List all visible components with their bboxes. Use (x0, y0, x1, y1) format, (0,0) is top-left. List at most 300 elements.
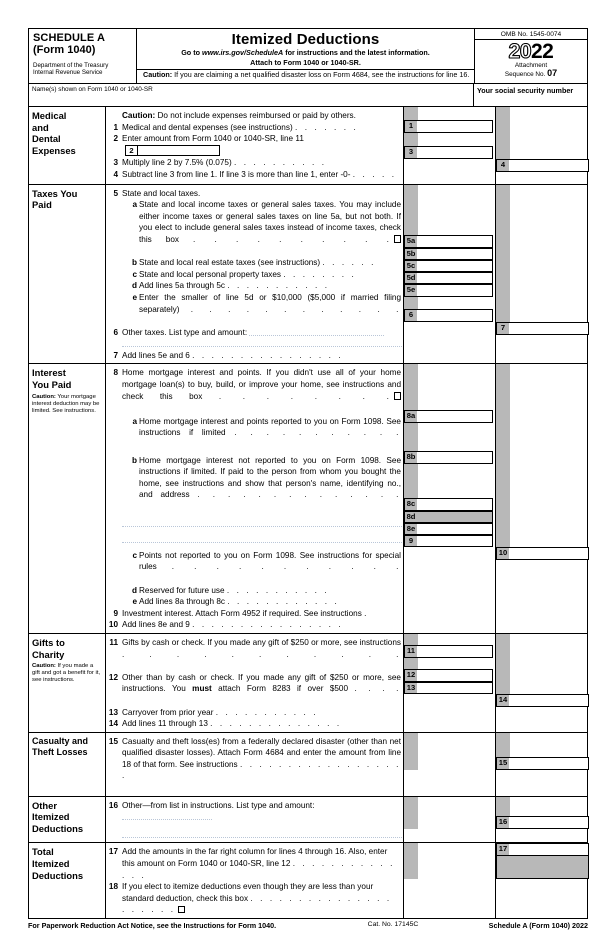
line-7-text: Add lines 5e and 6 (122, 350, 190, 360)
total-cell-4[interactable] (496, 159, 589, 172)
amount-label-8d: 8d (404, 511, 417, 523)
amount-label-8c: 8c (404, 498, 417, 511)
caution-text: If you are claiming a net qualified disaster loss on Form 4684, see the instructions for line 16. (172, 70, 470, 79)
amount-label-9: 9 (404, 535, 417, 547)
ssn-label: Your social security number (477, 86, 574, 95)
gifts-caution (32, 663, 102, 684)
line-9-number: 9 (113, 608, 118, 618)
line-13-leader: . . . . . . . . . . . (215, 707, 319, 717)
line-8e-leader: . . . . . . . . . . . . (227, 597, 340, 607)
section-total (29, 842, 587, 918)
line-5-row (105, 188, 403, 200)
line-18-text: If you elect to itemize deductions even though they are less than your standard deduction, check this box (122, 882, 374, 903)
amount-label-5a: 5a (404, 235, 417, 248)
line-5-text: State and local taxes. (122, 188, 201, 198)
line-6-entry-2[interactable] (122, 339, 402, 347)
form-number: (Form 1040) (33, 44, 96, 56)
total-value-16[interactable] (509, 816, 589, 829)
casualty-lines (105, 733, 403, 796)
line-8-row (105, 367, 403, 413)
line-5e-sub: e (132, 292, 137, 302)
total-lines (105, 843, 403, 918)
line-4-text: Subtract line 3 from line 1. If line 3 is more than line 1, enter -0- (122, 169, 351, 179)
line-11-number: 11 (109, 637, 118, 647)
line-5d-row (105, 280, 403, 292)
line-6-row-2 (105, 338, 403, 350)
total-label-16: 16 (496, 816, 509, 829)
line-5a-text: State and local income taxes or general sales taxes. You may include either income taxes or general sales taxes on line 5a, but not both. If you elect to include general sales taxes instead of income taxes, check this box (139, 200, 401, 244)
total-cell-17[interactable] (496, 843, 589, 856)
gifts-caution-text: If you made a gift and got a benefit for it, see instructions. (32, 663, 101, 684)
amount-value-5e[interactable] (417, 284, 493, 297)
sequence-label: Sequence No. (504, 70, 546, 78)
line-1-row (105, 122, 403, 134)
amount-cell-5d[interactable] (404, 272, 493, 284)
line-2-text: Enter amount from Form 1040 or 1040-SR, line 11 (122, 134, 304, 144)
amount-label-5d: 5d (404, 272, 417, 284)
goto-url[interactable]: www.irs.gov/ScheduleA (201, 48, 284, 57)
line-5a-row (105, 199, 403, 257)
amount-label-8e: 8e (404, 523, 417, 535)
line-5c-row (105, 269, 403, 281)
shade-gifts-12 (404, 658, 418, 669)
amount-value-5c[interactable] (417, 260, 493, 272)
gifts-title-2: Charity (32, 648, 65, 660)
casualty-title-1: Casualty and (32, 735, 89, 746)
amount-value-8b[interactable] (417, 451, 493, 464)
line-16-row (105, 800, 403, 823)
section-title-gifts (29, 634, 105, 732)
line-15-text: Casualty and theft loss(es) from a federally declared disaster (other than net qualified disaster losses). Attach Form 4684 and enter the amount from line 18 of that form. See instructions (122, 736, 401, 769)
gifts-lines (105, 634, 403, 732)
line-8e-sub: e (132, 597, 137, 607)
amount-value-8e[interactable] (417, 523, 493, 535)
line-8a-text: Home mortgage interest and points reported to you on Form 1098. See instructions if limited (139, 416, 401, 438)
total-cell-16[interactable] (496, 816, 589, 829)
line-6-number: 6 (113, 327, 118, 337)
line-5d-text: Add lines 5a through 5c (139, 281, 226, 291)
taxes-title-2: Paid (32, 199, 52, 211)
line-8d-leader: . . . . . . . . . . . (226, 585, 330, 595)
line-8d-sub: d (131, 585, 137, 595)
shade-total-gifts (496, 634, 510, 694)
amount-cell-8b[interactable] (404, 451, 493, 464)
amount-cell-5b[interactable] (404, 248, 493, 260)
other-title-3: Deductions (32, 822, 84, 834)
goto-suffix: for instructions and the latest information. (283, 48, 430, 57)
amount-value-6[interactable] (417, 309, 493, 322)
attachment-sequence (475, 67, 587, 79)
line-13-number: 13 (108, 707, 118, 717)
line-5b-text: State and local real estate taxes (see instructions) (139, 258, 321, 268)
interest-title-2: You Paid (32, 379, 72, 391)
gifts-title-1: Gifts to (32, 636, 65, 648)
name-field[interactable] (29, 84, 474, 106)
amount-cell-11[interactable] (404, 645, 493, 658)
line-5b-row (105, 257, 403, 269)
total-label-17: 17 (496, 843, 509, 856)
form-body (28, 107, 588, 919)
casualty-title-2: Theft Losses (32, 747, 88, 758)
line-8b-entry-1[interactable] (122, 519, 402, 527)
amount-label-5b: 5b (404, 248, 417, 260)
line-11-text: Gifts by cash or check. If you made any gift of $250 or more, see instructions (122, 637, 401, 647)
header-omb-block (474, 29, 587, 83)
line-15-row (105, 736, 403, 794)
amount-cell-8e[interactable] (404, 523, 493, 535)
total-value-4[interactable] (509, 159, 589, 172)
line-14-number: 14 (108, 719, 118, 729)
amount-cell-8d (404, 511, 493, 523)
line-17-number: 17 (108, 847, 118, 857)
line-14-text: Add lines 11 through 13 (122, 719, 208, 729)
amount-value-9[interactable] (417, 535, 493, 547)
amount-cell-8c[interactable] (404, 498, 493, 511)
amount-label-5e: 5e (404, 284, 417, 297)
shade-total-casualty (496, 733, 510, 757)
tax-year-suffix: 22 (531, 40, 554, 63)
shade-medical-top (404, 107, 418, 120)
goto-prefix: Go to (181, 48, 202, 57)
line-5d-leader: . . . . . . . . . . . (227, 281, 330, 291)
total-label-15: 15 (496, 757, 509, 770)
line-6-text: Other taxes. List type and amount: (122, 327, 248, 337)
amount-value-5b[interactable] (417, 248, 493, 260)
amount-cell-5a[interactable] (404, 235, 493, 248)
interest-caution-text: Your mortgage interest deduction may be limited. See instructions. (32, 393, 100, 414)
total-value-15[interactable] (509, 757, 589, 770)
name-ssn-row (28, 83, 588, 107)
shade-total-bottom (496, 856, 589, 879)
shade-gifts-11 (404, 634, 418, 645)
line-12-number: 12 (108, 672, 118, 682)
line-17-leader: . . . . . . . . . . . . . . (122, 859, 396, 880)
line-8-leader: . . . . . . . . (218, 391, 392, 401)
amount-label-11: 11 (404, 645, 417, 658)
line-16-entry-1[interactable] (122, 812, 212, 820)
section-gifts (29, 633, 587, 732)
line-8b-text: Home mortgage interest not reported to you on Form 1098. See instructions if limited. If paid to the person from whom you bought the home, see instructions and show that person's name, identifying no., and address (139, 455, 401, 500)
line-9-text: Investment interest. Attach Form 4952 if required. See instructions (122, 608, 362, 618)
line-2-inline-entry[interactable] (125, 145, 220, 156)
amount-value-1[interactable] (417, 120, 493, 133)
line-14-row (105, 718, 403, 730)
line-12-must: must (192, 684, 212, 694)
total-cell-7[interactable] (496, 322, 589, 335)
name-label: Name(s) shown on Form 1040 or 1040-SR (32, 86, 153, 93)
medical-lines (105, 107, 403, 184)
line-6-entry-1[interactable] (249, 328, 384, 336)
line-10-text: Add lines 8e and 9 (122, 620, 190, 630)
line-7-leader: . . . . . . . . . . . . . . . . (192, 350, 344, 360)
gifts-caution-label: Caution: (32, 663, 56, 670)
line-9-row (105, 608, 403, 620)
shade-total-amt (404, 843, 418, 879)
line-5d-sub: d (131, 281, 137, 291)
line-4-number: 4 (113, 169, 118, 179)
line-12-text-b: attach Form 8283 if over $500 (211, 684, 349, 694)
line-5b-sub: b (131, 258, 137, 268)
medical-title-2: and (32, 121, 49, 133)
interest-caution (32, 394, 102, 415)
line-18-number: 18 (108, 882, 118, 892)
total-cell-15[interactable] (496, 757, 589, 770)
line-10-number: 10 (108, 620, 118, 630)
section-title-total (29, 843, 105, 918)
line-8a-row (105, 416, 403, 451)
amount-value-12[interactable] (417, 669, 493, 682)
amount-value-13[interactable] (417, 682, 493, 694)
amount-value-8a[interactable] (417, 410, 493, 423)
section-title-other (29, 797, 105, 843)
caution-label: Caution: (143, 70, 173, 79)
line-18-row (105, 881, 403, 916)
line-13-text: Carryover from prior year (122, 707, 214, 717)
section-title-taxes (29, 185, 105, 364)
amount-label-3: 3 (404, 146, 417, 159)
medical-caution-text: Do not include expenses reimbursed or paid by others. (155, 111, 356, 120)
attach-line: Attach to Form 1040 or 1040-SR. (250, 57, 361, 67)
line-17-text: Add the amounts in the far right column for lines 4 through 16. Also, enter this amount on Form 1040 or 1040-SR, line 12 (122, 847, 388, 869)
line-8c-text: Points not reported to you on Form 1098. See instructions for special rules (139, 550, 401, 572)
line-11-row (105, 637, 403, 672)
line-5b-leader: . . . . . . (322, 258, 377, 268)
total-value-14[interactable] (509, 694, 589, 707)
amount-cell-5c[interactable] (404, 260, 493, 272)
form-footer (28, 921, 588, 930)
amount-value-8c[interactable] (417, 498, 493, 511)
shade-total-taxes (496, 185, 510, 322)
footer-form-id: Schedule A (Form 1040) 2022 (488, 921, 588, 930)
line-8a-sub: a (132, 416, 137, 426)
section-medical (29, 107, 587, 184)
shade-total-other (496, 797, 510, 816)
interest-lines (105, 364, 403, 632)
line-5e-row (105, 292, 403, 327)
attachment-label: Attachment (514, 62, 548, 69)
line-2-inline-label: 2 (126, 146, 138, 155)
line-8e-text: Add lines 8a through 8c (139, 597, 226, 607)
line-10-leader: . . . . . . . . . . . . . . . . (192, 620, 344, 630)
medical-caution-label: Caution: (122, 111, 156, 120)
line-16-entry-2[interactable] (122, 830, 402, 838)
line-8-text: Home mortgage interest and points. If you didn't use all of your home mortgage loan(s) to buy, build, or improve your home, see instructions and check this box (122, 368, 401, 401)
line-5c-leader: . . . . . . . . (283, 269, 357, 279)
line-5c-text: State and local personal property taxes (139, 269, 282, 279)
total-label-4: 4 (496, 159, 509, 172)
shade-taxes-6 (404, 297, 418, 309)
medical-title-4: Expenses (32, 144, 76, 156)
line-10-row (105, 619, 403, 631)
amount-cell-8a[interactable] (404, 410, 493, 423)
total-cell-10[interactable] (496, 547, 589, 560)
amount-cell-9[interactable] (404, 535, 493, 547)
total-label-10: 10 (496, 547, 509, 560)
shade-casualty-amt (404, 733, 418, 770)
total-title-3: Deductions (32, 869, 84, 881)
medical-title-1: Medical (32, 110, 67, 121)
section-title-medical (29, 107, 105, 184)
taxes-lines (105, 185, 403, 364)
omb-number: OMB No. 1545-0074 (475, 29, 587, 40)
line-12-text-a: Other than by cash or check. If you made any gift of $250 or more, see instructions. You (122, 672, 401, 694)
shade-interest-8c (404, 464, 418, 498)
line-3-number: 3 (113, 158, 118, 168)
form-page (28, 28, 588, 930)
amount-label-8b: 8b (404, 451, 417, 464)
total-value-17[interactable] (509, 843, 589, 856)
total-title-1: Total (32, 846, 54, 858)
sequence-number: 07 (547, 67, 558, 78)
amount-cell-5e[interactable] (404, 284, 493, 297)
ssn-field[interactable] (474, 84, 587, 106)
line-6-row (105, 327, 403, 339)
line-8b-entry-2[interactable] (122, 535, 402, 543)
total-label-14: 14 (496, 694, 509, 707)
interest-title-1: Interest (32, 367, 66, 379)
tax-year-century: 20 (508, 40, 531, 63)
shade-total-medical (496, 107, 510, 159)
amount-label-8a: 8a (404, 410, 417, 423)
line-8d-text: Reserved for future use (139, 585, 225, 595)
amount-value-11[interactable] (417, 645, 493, 658)
line-5a-sub: a (132, 200, 137, 210)
taxes-title-1: Taxes You (32, 187, 78, 199)
section-title-casualty (29, 733, 105, 796)
amount-label-12: 12 (404, 669, 417, 682)
line-5c-sub: c (132, 269, 137, 279)
line-12-leader: . . . . (354, 684, 401, 694)
shade-total-interest (496, 364, 510, 547)
line-17-row (105, 846, 403, 881)
line-14-leader: . . . . . . . . . . . . . . (210, 719, 342, 729)
line-13-row (105, 707, 403, 719)
amount-cell-3[interactable] (404, 146, 493, 159)
line-11-leader: . . . . . . . . . . . (122, 649, 401, 659)
line-8e-row (105, 596, 403, 608)
line-5a-leader: . . . . . . . . . . (193, 234, 392, 244)
line-5e-leader: . . . . . . . . . . . . (190, 304, 401, 314)
line-1-leader: . . . . . . . (294, 122, 359, 132)
line-8d-row (105, 585, 403, 597)
other-lines (105, 797, 403, 843)
form-header (28, 28, 588, 83)
section-title-interest (29, 364, 105, 632)
line-4-leader: . . . . . (352, 169, 397, 179)
amount-label-1: 1 (404, 120, 417, 133)
line-2-number: 2 (113, 134, 118, 144)
department-line-2: Internal Revenue Service (33, 69, 103, 77)
amount-cell-12[interactable] (404, 669, 493, 682)
line-2-row (105, 133, 403, 157)
amount-cell-13[interactable] (404, 682, 493, 694)
amount-value-8d (417, 511, 493, 523)
line-16-row-2 (105, 829, 403, 841)
amount-value-5d[interactable] (417, 272, 493, 284)
total-label-7: 7 (496, 322, 509, 335)
amount-value-3[interactable] (417, 146, 493, 159)
header-title-block (137, 29, 474, 83)
schedule-name: SCHEDULE A (33, 32, 106, 44)
section-taxes (29, 184, 587, 364)
line-9-leader: . (364, 608, 369, 618)
shade-interest-8b (404, 423, 418, 451)
line-15-leader: . . . . . . . . . . . . . . . . . . (122, 759, 402, 781)
medical-caution-row (105, 110, 403, 122)
line-8c-sub: c (132, 550, 137, 560)
line-8b-sub: b (131, 455, 137, 465)
line-15-number: 15 (108, 736, 118, 746)
header-identity-block (29, 29, 137, 83)
line-5e-text: Enter the smaller of line 5d or $10,000 ($5,000 if married filing separately) (139, 292, 401, 314)
section-casualty (29, 732, 587, 796)
amount-cell-6[interactable] (404, 309, 493, 322)
amount-label-5c: 5c (404, 260, 417, 272)
amount-value-5a[interactable] (417, 235, 493, 248)
line-8-number: 8 (113, 368, 118, 378)
shade-taxes-5a (404, 185, 418, 235)
amount-label-6: 6 (404, 309, 417, 322)
tax-year (475, 40, 587, 62)
section-interest (29, 363, 587, 632)
line-4-row (105, 169, 403, 181)
line-8a-leader: . . . . . . . . . . . (234, 428, 401, 438)
line-1-number: 1 (113, 122, 118, 132)
total-value-10[interactable] (509, 547, 589, 560)
line-8c-row (105, 550, 403, 585)
total-cell-14[interactable] (496, 694, 589, 707)
line-7-row (105, 350, 403, 362)
shade-medical-mid (404, 133, 418, 146)
catalog-number: Cat. No. 17145C (367, 921, 419, 928)
amount-label-13: 13 (404, 682, 417, 694)
paperwork-notice: For Paperwork Reduction Act Notice, see the Instructions for Form 1040. (28, 921, 277, 930)
header-caution (137, 69, 474, 79)
line-12-row (105, 672, 403, 707)
line-8b-leader: . . . . . . . . . . . . . . (197, 490, 401, 500)
line-8b-row (105, 455, 403, 513)
section-other (29, 796, 587, 843)
line-16-number: 16 (108, 800, 118, 810)
department-line-1: Department of the Treasury (33, 62, 109, 69)
line-3-leader: . . . . . . . . . . (233, 158, 327, 168)
line-18-checkbox[interactable] (178, 906, 186, 914)
total-title-2: Itemized (32, 858, 70, 870)
shade-interest-8a (404, 364, 418, 410)
medical-title-3: Dental (32, 133, 61, 145)
line-16-text: Other—from list in instructions. List type and amount: (122, 800, 315, 810)
goto-line (137, 48, 474, 58)
shade-other-amt (404, 797, 418, 829)
line-5-number: 5 (113, 188, 118, 198)
line-5a-checkbox[interactable] (394, 235, 402, 243)
line-8-checkbox[interactable] (394, 392, 402, 400)
interest-caution-label: Caution: (32, 393, 56, 400)
total-value-7[interactable] (509, 322, 589, 335)
other-title-2: Itemized (32, 811, 70, 823)
line-8b-entry-row-2 (105, 534, 403, 546)
line-18-leader: . . . . . . . . . . . . . . . . . . . . . (122, 893, 392, 915)
line-3-row (105, 157, 403, 169)
line-8c-leader: . . . . . . . . . . . (171, 562, 401, 572)
line-7-number: 7 (113, 350, 118, 360)
page-title: Itemized Deductions (231, 31, 380, 48)
amount-cell-1[interactable] (404, 120, 493, 133)
line-1-text: Medical and dental expenses (see instructions) (122, 122, 293, 132)
line-8b-entry-row-1 (105, 518, 403, 530)
other-title-1: Other (32, 799, 58, 811)
line-3-text: Multiply line 2 by 7.5% (0.075) (122, 158, 232, 168)
